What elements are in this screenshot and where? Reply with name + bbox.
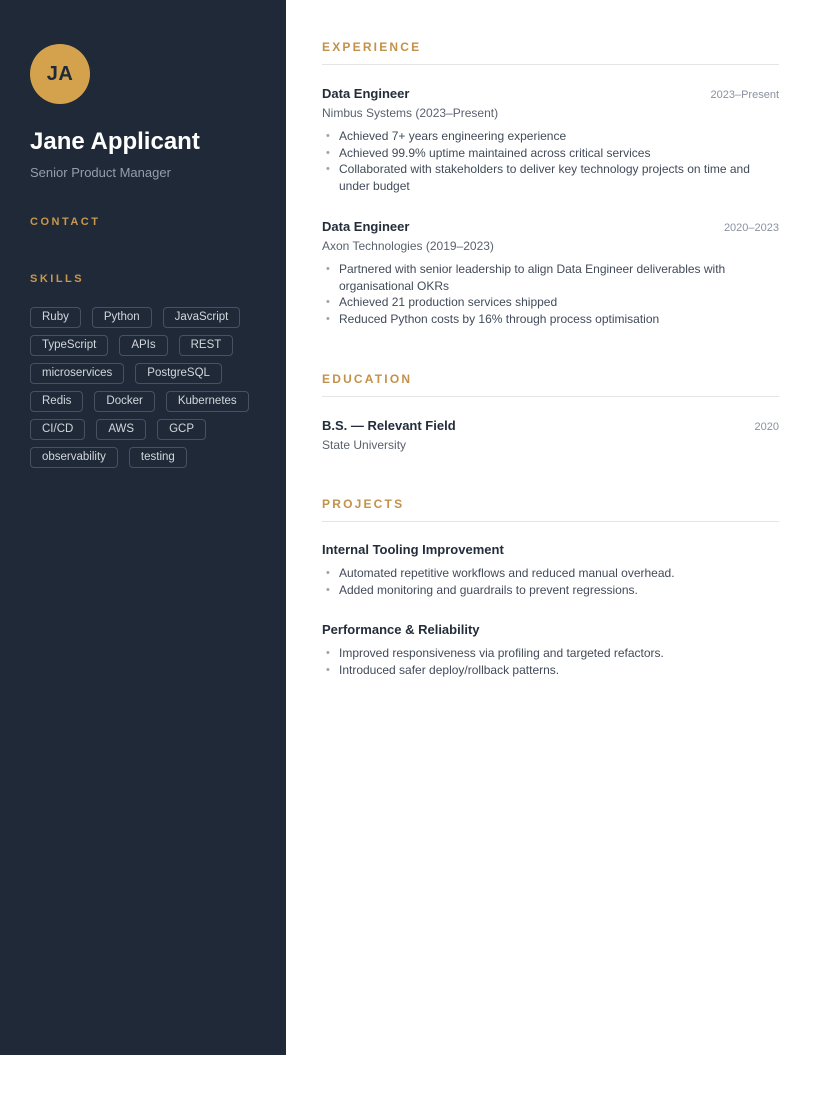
- avatar-initials: JA: [46, 62, 74, 85]
- skill-tag: Ruby: [30, 307, 81, 328]
- experience-entry: [322, 219, 779, 327]
- skill-tag: Kubernetes: [166, 391, 249, 412]
- job-company: Axon Technologies (2019–2023): [322, 239, 494, 253]
- skills-heading: SKILLS: [30, 273, 85, 285]
- avatar: [30, 44, 90, 104]
- project-bullets: [322, 645, 779, 678]
- project-bullet: • Introduced safer deploy/rollback patterns.: [322, 662, 779, 679]
- education-section: [322, 372, 779, 452]
- job-dates: 2020–2023: [723, 222, 779, 234]
- degree-title: B.S. — Relevant Field: [322, 418, 456, 433]
- skill-tag: Python: [92, 307, 152, 328]
- degree-date: 2020: [754, 421, 779, 433]
- job-title: Data Engineer: [322, 86, 410, 101]
- skill-tag: APIs: [119, 335, 167, 356]
- job-dates: 2023–Present: [710, 89, 779, 101]
- project-title: Performance & Reliability: [322, 622, 480, 637]
- skill-tag: TypeScript: [30, 335, 108, 356]
- projects-heading: PROJECTS: [322, 497, 779, 522]
- job-bullet: • Achieved 21 production services shipped: [322, 294, 779, 311]
- education-entry: [322, 418, 779, 452]
- skill-tag: Docker: [94, 391, 154, 412]
- project-bullet: • Added monitoring and guardrails to prevent regressions.: [322, 582, 779, 599]
- resume-content: [286, 0, 816, 723]
- contact-section: [30, 216, 256, 228]
- contact-heading: CONTACT: [30, 216, 101, 228]
- skill-tag: PostgreSQL: [135, 363, 222, 384]
- job-bullets: [322, 261, 779, 327]
- skill-tag: Redis: [30, 391, 83, 412]
- education-heading: EDUCATION: [322, 372, 779, 397]
- project-title: Internal Tooling Improvement: [322, 542, 504, 557]
- job-company: Nimbus Systems (2023–Present): [322, 106, 499, 120]
- job-bullet: • Reduced Python costs by 16% through process optimisation: [322, 311, 779, 328]
- skill-tag: REST: [179, 335, 234, 356]
- project-entry: [322, 622, 779, 678]
- projects-section: [322, 497, 779, 678]
- person-name: Jane Applicant: [30, 128, 200, 155]
- job-title: Data Engineer: [322, 219, 410, 234]
- skills-section: [30, 273, 256, 468]
- skill-tag: observability: [30, 447, 118, 468]
- experience-heading: EXPERIENCE: [322, 40, 779, 65]
- experience-entry: [322, 86, 779, 194]
- skill-tag: testing: [129, 447, 187, 468]
- skill-tag: AWS: [96, 419, 146, 440]
- job-bullet: • Achieved 7+ years engineering experience: [322, 128, 779, 145]
- experience-section: [322, 40, 779, 327]
- job-bullet: • Collaborated with stakeholders to deliver key technology projects on time and under budget: [322, 161, 779, 194]
- skill-tag: CI/CD: [30, 419, 85, 440]
- school-name: State University: [322, 438, 407, 452]
- job-bullets: [322, 128, 779, 194]
- job-bullet: • Partnered with senior leadership to align Data Engineer deliverables with organisational OKRs: [322, 261, 779, 294]
- project-bullets: [322, 565, 779, 598]
- skill-tag: microservices: [30, 363, 124, 384]
- skill-tag: GCP: [157, 419, 206, 440]
- project-bullet: • Automated repetitive workflows and reduced manual overhead.: [322, 565, 779, 582]
- sidebar: [0, 0, 286, 1055]
- project-entry: [322, 542, 779, 598]
- person-title: Senior Product Manager: [30, 165, 171, 180]
- job-bullet: • Achieved 99.9% uptime maintained across critical services: [322, 145, 779, 162]
- skill-tags: [30, 307, 256, 468]
- skill-tag: JavaScript: [163, 307, 241, 328]
- project-bullet: • Improved responsiveness via profiling and targeted refactors.: [322, 645, 779, 662]
